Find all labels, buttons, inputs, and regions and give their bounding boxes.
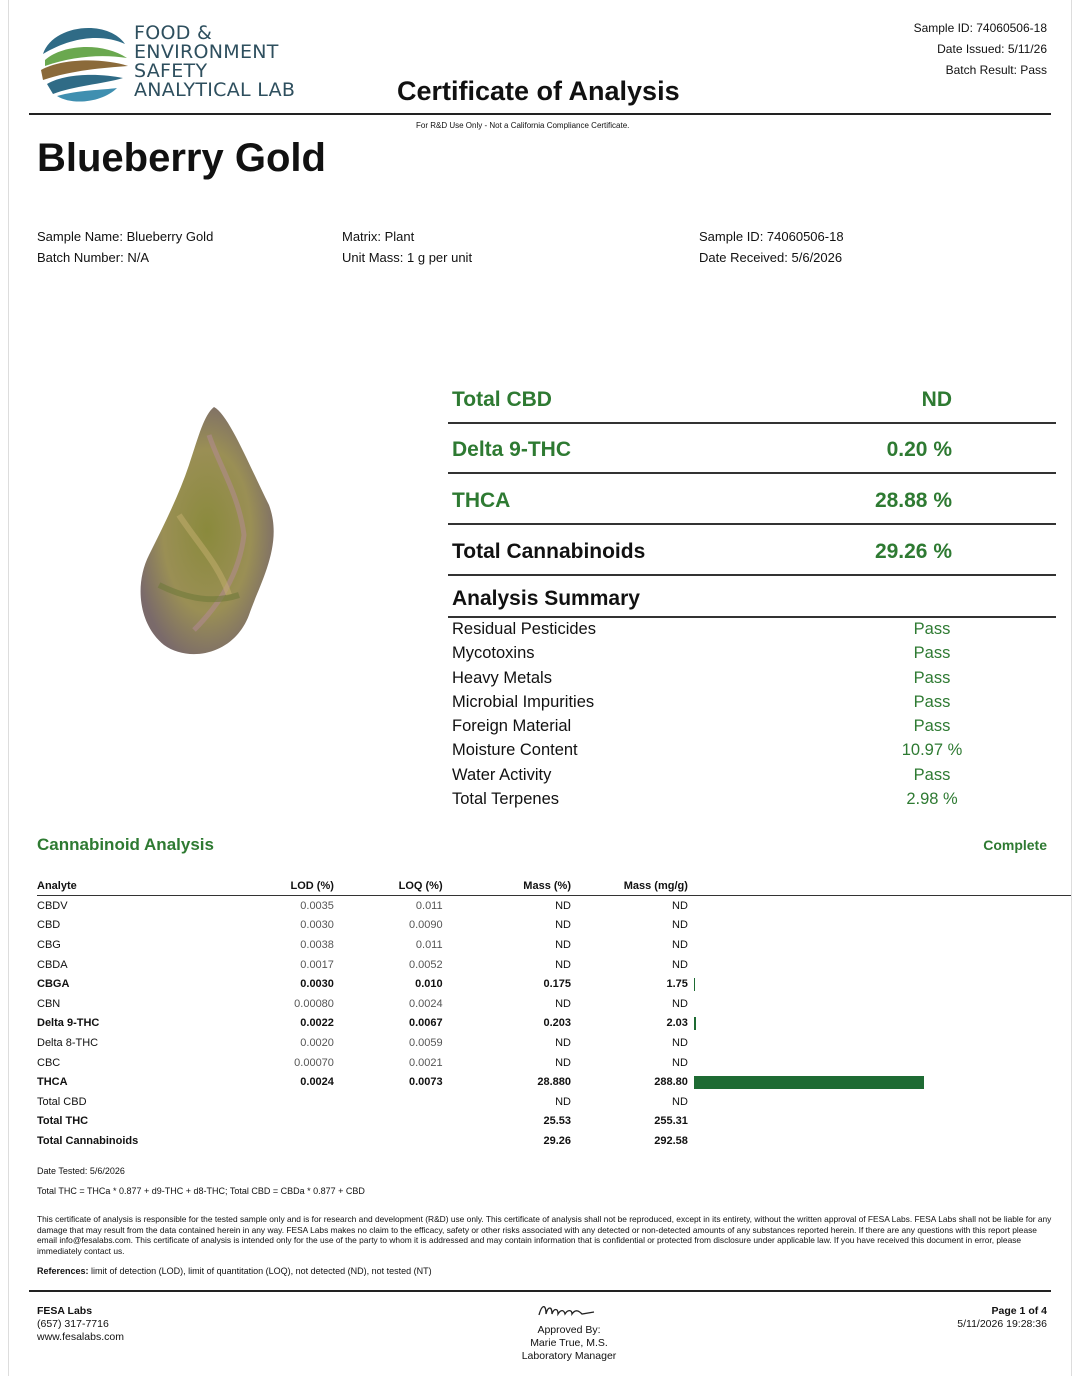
approved-by-label: Approved By:: [537, 1324, 601, 1336]
cell-bar: [688, 955, 1071, 975]
analysis-summary-title: Analysis Summary: [452, 587, 640, 610]
table-row: [37, 1072, 1071, 1092]
footer-company-info: [37, 1305, 124, 1344]
cell-bar: [688, 1112, 1071, 1132]
product-name: Blueberry Gold: [37, 136, 326, 180]
summary-divider: [448, 616, 1056, 618]
cell-pct: ND: [555, 899, 571, 912]
cell-lod: 0.0020: [300, 1036, 334, 1049]
logo-line: SAFETY: [134, 60, 208, 82]
summary-row: [452, 620, 1052, 644]
certificate-page: [8, 0, 1072, 1376]
cell-pct: 29.26: [543, 1134, 571, 1147]
cell-pct: ND: [555, 1036, 571, 1049]
cell-loq: 0.0024: [408, 997, 443, 1010]
cell-lod: 0.0030: [300, 919, 334, 932]
potency-label: Total CBD: [452, 388, 552, 411]
potency-value: 29.26 %: [874, 540, 952, 563]
cell-mg: ND: [672, 899, 688, 912]
cell-loq: 0.0090: [408, 919, 443, 932]
logo-line: ENVIRONMENT: [134, 41, 279, 63]
cell-pct: ND: [555, 919, 571, 932]
summary-label: Residual Pesticides: [452, 620, 596, 638]
cell-pct: ND: [555, 938, 571, 951]
cell-mg: ND: [672, 1095, 688, 1108]
table-row: [37, 1033, 1071, 1053]
row-divider: [448, 472, 1056, 474]
cell-bar: [688, 994, 1071, 1014]
cell-loq: 0.0021: [408, 1056, 443, 1069]
cell-analyte: CBD: [37, 919, 61, 932]
cell-pct: ND: [555, 958, 571, 971]
cell-mg: 255.31: [654, 1115, 688, 1128]
summary-row: [452, 741, 1052, 765]
batch-number: Batch Number: N/A: [37, 250, 149, 265]
cell-bar: [688, 1072, 1071, 1092]
table-row: [37, 1112, 1071, 1132]
potency-row-thca: [452, 483, 1052, 533]
column-header: LOD (%): [290, 880, 334, 892]
potency-label: THCA: [452, 489, 511, 512]
disclaimer: This certificate of analysis is responsible for the tested sample only and is for research and development (R&D) use only. This certificate of analysis shall not be reproduced, except in its entirety, without the written approval of FESA Labs. FESA Labs shall not be liable for any damage that may result from the data contained herein in any way. FESA Labs makes no claim to the efficacy, safety or other risks associated with any detected or non-detected amounts of any substances reported herein. If there are any questions with this report please email info@fesalabs.com. This certificate of analysis is intended only for the use of the party to whom it is addressed and may contain information that is confidential or protected from disclosure under applicable law. If you have received this document in error, please immediately contact us.: [37, 1214, 1052, 1256]
cell-analyte: Total THC: [37, 1115, 89, 1128]
references-text: limit of detection (LOD), limit of quantitation (LOQ), not detected (ND), not tested (NT): [91, 1266, 432, 1276]
cell-bar: [688, 974, 1071, 994]
cell-bar: [688, 1014, 1071, 1034]
cell-mg: 2.03: [666, 1017, 688, 1030]
potency-value: ND: [921, 388, 952, 411]
sample-info-middle: [342, 226, 472, 268]
header-info: [914, 18, 1047, 81]
cell-mg: 292.58: [654, 1134, 688, 1147]
company-name: FESA Labs: [37, 1305, 93, 1317]
cell-loq: 0.0059: [408, 1036, 443, 1049]
summary-value: Pass: [913, 693, 951, 711]
cell-mg: 1.75: [666, 978, 688, 991]
cell-bar: [688, 1131, 1071, 1151]
matrix: Matrix: Plant: [342, 229, 415, 244]
cell-bar: [688, 1033, 1071, 1053]
cell-mg: 288.80: [654, 1076, 688, 1089]
cell-lod: [225, 1092, 334, 1112]
cell-loq: 0.0067: [408, 1017, 443, 1030]
header-date-issued: Date Issued: 5/11/26: [937, 42, 1047, 56]
logo-line: FOOD &: [134, 22, 213, 44]
cell-mg: ND: [672, 919, 688, 932]
cell-lod: [225, 1112, 334, 1132]
cell-mg: ND: [672, 938, 688, 951]
summary-label: Heavy Metals: [452, 669, 552, 687]
cell-analyte: CBN: [37, 997, 61, 1010]
summary-row: [452, 644, 1052, 668]
summary-value: 2.98 %: [906, 790, 958, 808]
summary-value: Pass: [913, 717, 951, 735]
row-divider: [448, 574, 1056, 576]
approval-block: [499, 1300, 639, 1363]
analysis-status: Complete: [983, 837, 1047, 853]
column-header-chart: [688, 877, 1071, 896]
footer-divider: [29, 1290, 1051, 1292]
row-divider: [448, 523, 1056, 525]
header-batch-result: Batch Result: Pass: [945, 63, 1047, 77]
cell-lod: 0.0038: [300, 938, 334, 951]
cell-loq: 0.0073: [408, 1076, 443, 1089]
sample-name: Sample Name: Blueberry Gold: [37, 229, 214, 244]
cell-mg: ND: [672, 1036, 688, 1049]
potency-value: 0.20 %: [886, 438, 952, 461]
cell-pct: 28.880: [537, 1076, 571, 1089]
cell-pct: 0.175: [543, 978, 571, 991]
summary-row: [452, 693, 1052, 717]
cell-analyte: Delta 9-THC: [37, 1017, 100, 1030]
summary-label: Microbial Impurities: [452, 693, 595, 711]
cell-lod: 0.0017: [300, 958, 334, 971]
cell-loq: 0.010: [415, 978, 443, 991]
table-row: [37, 1053, 1071, 1073]
table-row: [37, 935, 1071, 955]
cell-mg: ND: [672, 1056, 688, 1069]
potency-label: Delta 9-THC: [452, 438, 572, 461]
references: [37, 1266, 432, 1277]
cell-analyte: CBDV: [37, 899, 68, 912]
table-header-row: [37, 877, 1071, 896]
header-sample-id: Sample ID: 74060506-18: [913, 21, 1047, 35]
company-phone: (657) 317-7716: [37, 1318, 109, 1330]
cell-pct: ND: [555, 1095, 571, 1108]
report-timestamp: 5/11/2026 19:28:36: [957, 1318, 1047, 1330]
footer-page-info: [957, 1305, 1047, 1331]
cell-analyte: THCA: [37, 1076, 68, 1089]
cell-loq: 0.011: [415, 899, 443, 912]
cell-mg: ND: [672, 997, 688, 1010]
potency-value: 28.88 %: [874, 489, 952, 512]
summary-value: Pass: [913, 620, 951, 638]
summary-value: 10.97 %: [901, 741, 963, 759]
date-received: Date Received: 5/6/2026: [699, 250, 843, 265]
summary-row: [452, 766, 1052, 790]
cell-loq: [334, 1131, 443, 1151]
cell-pct: 0.203: [543, 1017, 571, 1030]
page-number: Page 1 of 4: [991, 1305, 1047, 1317]
table-row: [37, 955, 1071, 975]
cell-loq: [334, 1112, 443, 1132]
summary-label: Foreign Material: [452, 717, 572, 735]
mass-bar: [694, 978, 695, 991]
total-formula: Total THC = THCa * 0.877 + d9-THC + d8-THC; Total CBD = CBDa * 0.877 + CBD: [37, 1186, 365, 1196]
document-title: Certificate of Analysis: [397, 76, 680, 106]
cell-analyte: Total CBD: [37, 1095, 87, 1108]
potency-label: Total Cannabinoids: [452, 540, 646, 563]
summary-row: [452, 717, 1052, 741]
summary-label: Total Terpenes: [452, 790, 560, 808]
table-row: [37, 916, 1071, 936]
cell-bar: [688, 896, 1071, 916]
cell-pct: ND: [555, 1056, 571, 1069]
cannabinoid-table: [37, 877, 1071, 1151]
sample-info-right: [699, 226, 844, 268]
signature-image: [534, 1300, 604, 1320]
cannabinoid-analysis-title: Cannabinoid Analysis: [37, 835, 214, 854]
cell-lod: 0.00070: [294, 1056, 334, 1069]
cell-lod: 0.0024: [300, 1076, 334, 1089]
cell-pct: 25.53: [543, 1115, 571, 1128]
row-divider: [448, 422, 1056, 424]
cell-lod: 0.0030: [300, 978, 334, 991]
cell-lod: 0.00080: [294, 997, 334, 1010]
cell-analyte: Delta 8-THC: [37, 1036, 99, 1049]
potency-row-delta9: [452, 432, 1052, 482]
summary-label: Water Activity: [452, 766, 552, 784]
summary-value: Pass: [913, 644, 951, 662]
column-header: LOQ (%): [398, 880, 443, 892]
summary-row: [452, 790, 1052, 814]
column-header: Analyte: [37, 880, 77, 892]
sample-id: Sample ID: 74060506-18: [699, 229, 844, 244]
cell-bar: [688, 935, 1071, 955]
cell-lod: 0.0022: [300, 1017, 334, 1030]
cell-bar: [688, 1092, 1071, 1112]
summary-label: Mycotoxins: [452, 644, 535, 662]
table-row: [37, 1092, 1071, 1112]
cell-bar: [688, 916, 1071, 936]
table-row: [37, 994, 1071, 1014]
cell-pct: ND: [555, 997, 571, 1010]
cell-bar: [688, 1053, 1071, 1073]
table-row: [37, 974, 1071, 994]
cell-analyte: CBDA: [37, 958, 68, 971]
summary-row: [452, 669, 1052, 693]
logo-line: ANALYTICAL LAB: [134, 79, 296, 101]
summary-label: Moisture Content: [452, 741, 578, 759]
references-label: References:: [37, 1266, 89, 1276]
cell-mg: ND: [672, 958, 688, 971]
date-tested: Date Tested: 5/6/2026: [37, 1166, 125, 1176]
summary-value: Pass: [913, 766, 951, 784]
cell-lod: [225, 1131, 334, 1151]
document-subtitle: For R&D Use Only - Not a California Compliance Certificate.: [416, 121, 630, 130]
logo-emblem-icon: [33, 14, 133, 110]
cell-analyte: CBC: [37, 1056, 61, 1069]
potency-row-total-cannabinoids: [452, 534, 1052, 584]
cell-loq: 0.011: [415, 938, 443, 951]
mass-bar: [694, 1076, 924, 1089]
lab-logo: [33, 14, 303, 110]
table-row: [37, 896, 1071, 916]
cell-loq: 0.0052: [408, 958, 443, 971]
cell-lod: 0.0035: [300, 899, 334, 912]
cell-analyte: Total Cannabinoids: [37, 1134, 139, 1147]
potency-row-total-cbd: [452, 382, 1052, 432]
summary-value: Pass: [913, 669, 951, 687]
cell-loq: [334, 1092, 443, 1112]
column-header: Mass (mg/g): [623, 880, 688, 892]
sample-info-left: [37, 226, 213, 268]
column-header: Mass (%): [523, 880, 571, 892]
unit-mass: Unit Mass: 1 g per unit: [342, 250, 473, 265]
approver-role: Laboratory Manager: [521, 1350, 617, 1362]
product-photo: [119, 395, 319, 675]
approver-name: Marie True, M.S.: [530, 1337, 608, 1349]
cell-analyte: CBGA: [37, 978, 70, 991]
table-row: [37, 1131, 1071, 1151]
mass-bar: [694, 1017, 696, 1030]
cannabinoid-table-body: [37, 896, 1071, 1151]
header-divider: [29, 113, 1051, 115]
cell-analyte: CBG: [37, 938, 61, 951]
table-row: [37, 1014, 1071, 1034]
company-website: www.fesalabs.com: [37, 1331, 124, 1343]
